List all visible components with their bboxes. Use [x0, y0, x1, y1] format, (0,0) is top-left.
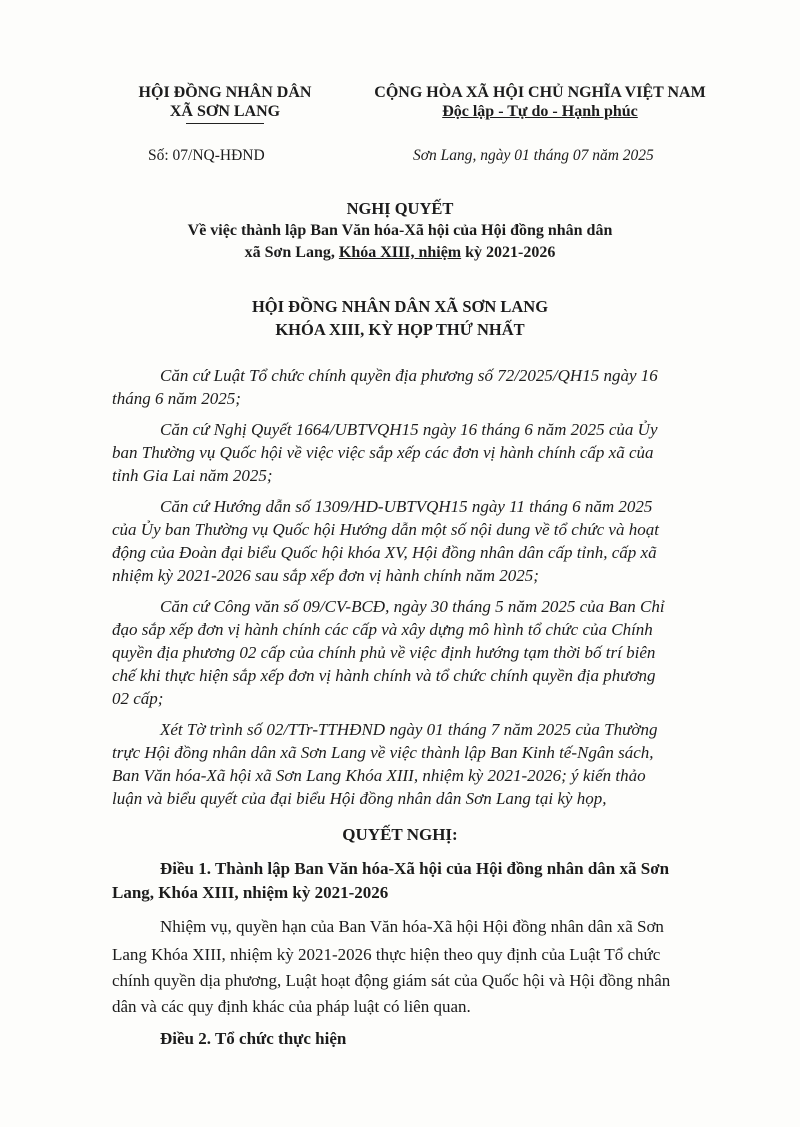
article1-body-line4: dân và các quy định khác của pháp luật có liên quan.	[112, 997, 471, 1016]
basis-5-line3: Ban Văn hóa-Xã hội xã Sơn Lang Khóa XIII, nhiệm kỳ 2021-2026; ý kiến thảo	[112, 766, 646, 785]
basis-4-line4: chế khi thực hiện sắp xếp đơn vị hành chính và tổ chức chính quyền địa phương	[112, 666, 656, 685]
basis-2-line3: tỉnh Gia Lai năm 2025;	[112, 466, 273, 485]
subject-line2-a: xã Sơn Lang,	[244, 244, 339, 261]
motto-text: Độc lập - Tự do - Hạnh phúc	[442, 103, 638, 120]
basis-4-line5: 02 cấp;	[112, 689, 164, 708]
basis-3-line4: nhiệm kỳ 2021-2026 sau sắp xếp đơn vị hành chính năm 2025;	[112, 566, 539, 585]
basis-2-line2: ban Thường vụ Quốc hội về việc việc sắp xếp các đơn vị hành chính cấp xã của	[112, 443, 654, 462]
decision-heading: QUYẾT NGHỊ:	[342, 825, 458, 844]
place-date: Sơn Lang, ngày 01 tháng 07 năm 2025	[413, 147, 654, 164]
nation-name: CỘNG HÒA XÃ HỘI CHỦ NGHĨA VIỆT NAM	[374, 84, 706, 101]
basis-4-line3: quyền địa phương 02 cấp của chính phủ về việc định hướng tạm thời bố trí biên	[112, 643, 656, 662]
issuer-line1: HỘI ĐỒNG NHÂN DÂN XÃ SƠN LANG	[251, 297, 549, 316]
article2-title: Điều 2. Tổ chức thực hiện	[160, 1029, 347, 1048]
basis-1-line1: Căn cứ Luật Tổ chức chính quyền địa phương số 72/2025/QH15 ngày 16	[160, 366, 658, 385]
subject-line2-b: Khóa XIII, nhiệm	[338, 244, 462, 261]
article1-body-line1: Nhiệm vụ, quyền hạn của Ban Văn hóa-Xã hội Hội đồng nhân dân xã Sơn	[160, 917, 664, 936]
org-underline	[186, 123, 264, 124]
article1-body-line3: chính quyền dịa phương, Luật hoạt động giám sát của Quốc hội và Hội đồng nhân	[112, 971, 671, 990]
basis-3-line1: Căn cứ Hướng dẫn số 1309/HD-UBTVQH15 ngày 11 tháng 6 năm 2025	[160, 497, 653, 516]
subject-line2	[150, 244, 650, 262]
basis-1-line2: tháng 6 năm 2025;	[112, 389, 241, 408]
basis-3-line3: động của Đoàn đại biểu Quốc hội khóa XV, Hội đồng nhân dân cấp tỉnh, cấp xã	[112, 543, 657, 562]
subject-line1: Về việc thành lập Ban Văn hóa-Xã hội của Hội đồng nhân dân	[187, 222, 613, 239]
basis-4-line2: đạo sắp xếp đơn vị hành chính các cấp và xây dựng mô hình tổ chức của Chính	[112, 620, 653, 639]
subject-line2-c: kỳ 2021-2026	[461, 244, 556, 261]
basis-3-line2: của Ủy ban Thường vụ Quốc hội Hướng dẫn một số nội dung về tổ chức và hoạt	[112, 520, 659, 539]
issuer-line2: KHÓA XIII, KỲ HỌP THỨ NHẤT	[275, 320, 525, 339]
doc-type-title: NGHỊ QUYẾT	[346, 199, 454, 218]
basis-5-line4: luận và biểu quyết của đại biểu Hội đồng nhân dân Sơn Lang tại kỳ họp,	[112, 789, 607, 808]
basis-4-line1: Căn cứ Công văn số 09/CV-BCĐ, ngày 30 tháng 5 năm 2025 của Ban Chỉ	[160, 597, 665, 616]
basis-5-line2: trực Hội đồng nhân dân xã Sơn Lang về việc thành lập Ban Kinh tế-Ngân sách,	[112, 743, 654, 762]
article1-title-line1: Điều 1. Thành lập Ban Văn hóa-Xã hội của Hội đồng nhân dân xã Sơn	[160, 859, 670, 878]
org-name-line2: XÃ SƠN LANG	[169, 103, 281, 120]
article1-body-line2: Lang Khóa XIII, nhiệm kỳ 2021-2026 thực hiện theo quy định của Luật Tổ chức	[112, 945, 661, 964]
motto	[330, 103, 750, 121]
basis-5-line1: Xét Tờ trình số 02/TTr-TTHĐND ngày 01 tháng 7 năm 2025 của Thường	[160, 720, 658, 739]
doc-number: Số: 07/NQ-HĐND	[148, 147, 265, 164]
article1-title-line2: Lang, Khóa XIII, nhiệm kỳ 2021-2026	[112, 883, 389, 902]
org-name-line1: HỘI ĐỒNG NHÂN DÂN	[138, 84, 312, 101]
basis-2-line1: Căn cứ Nghị Quyết 1664/UBTVQH15 ngày 16 tháng 6 năm 2025 của Ủy	[160, 420, 658, 439]
